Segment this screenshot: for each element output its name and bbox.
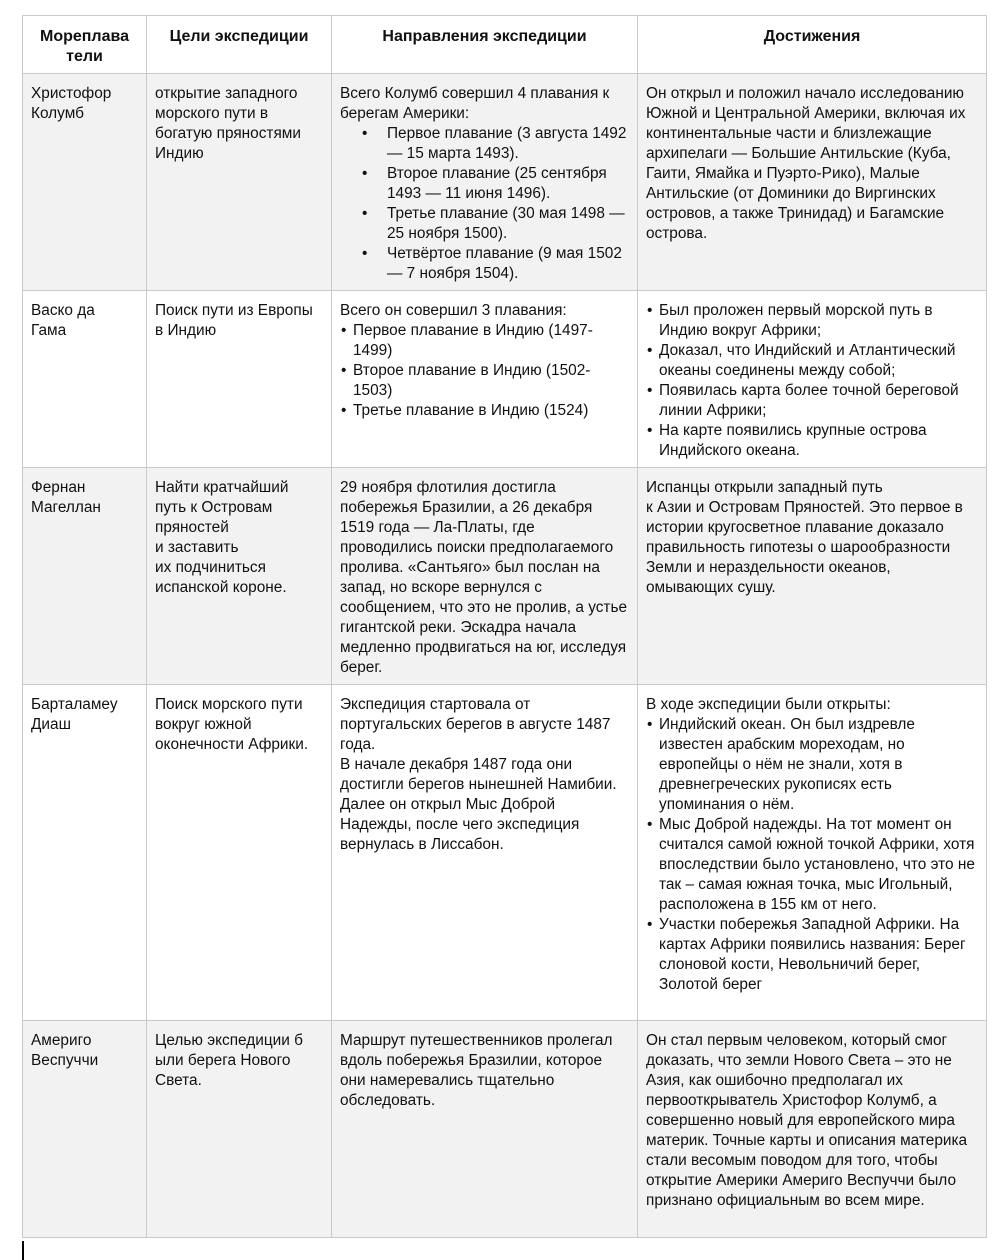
header-navigator-text: Мореплава тели: [39, 28, 130, 65]
achievements-text: Он открыл и положил начало исследованию Южной и Центральной Америки, включая их континентальные части и близлежащие архипелаги — Большие Антильские (Куба, Гаити, Ямайка и Пуэрто-Рико), Малые Антильские (от Доминики до Виргинских островов, а также Тринидад) и Багамские острова.: [646, 85, 966, 242]
directions-text: 29 ноября флотилия достигла побережья Бразилии, а 26 декабря 1519 года — Ла-Платы, где проводились поиски предполагаемого пролива. «Сантьяго» был послан на запад, но вскоре вернулся с сообщением, что это не пролив, а устье гигантской реки. Эскадра начала медленно продвигаться на юг, исследуя берег.: [340, 479, 628, 676]
cell-goal: [147, 74, 332, 291]
achievements-list: [646, 301, 978, 461]
table-row: [23, 291, 987, 468]
list-item: • Был проложен первый морской путь в Индию вокруг Африки;: [646, 301, 978, 341]
table-row: [23, 1021, 987, 1238]
cell-achievements: [638, 74, 987, 291]
directions-text: Экспедиция стартовала от португальских берегов в августе 1487 года. В начале декабря 1487 года они достигли берегов нынешней Намибии. Далее он открыл Мыс Доброй Надежды, после чего экспедиция вернулась в Лиссабон.: [340, 696, 617, 853]
navigator-name: Фернан Магеллан: [31, 479, 101, 516]
list-item: • Индийский океан. Он был издревле известен арабским мореходам, но европейцы о нём не знали, хотя в древнегреческих рукописях есть упоминания о нём.: [646, 715, 978, 815]
cell-directions: [332, 1021, 638, 1238]
cell-achievements: [638, 685, 987, 1021]
list-item: • Мыс Доброй надежды. На тот момент он считался самой южной точкой Африки, хотя впоследствии было установлено, что это не так – самая южная точка, мыс Игольный, расположена в 155 км от него.: [646, 815, 978, 915]
list-item: • Доказал, что Индийский и Атлантический океаны соединены между собой;: [646, 341, 978, 381]
list-item: • Участки побережья Западной Африки. На картах Африки появились названия: Берег слоновой кости, Невольничий берег, Золотой берег: [646, 915, 978, 995]
cell-directions: [332, 291, 638, 468]
directions-intro: Всего Колумб совершил 4 плавания к берегам Америки:: [340, 85, 610, 122]
cell-navigator: [23, 74, 147, 291]
cell-goal: [147, 468, 332, 685]
navigator-name: Америго Веспуччи: [31, 1032, 99, 1069]
table-row: [23, 468, 987, 685]
cell-goal: [147, 1021, 332, 1238]
list-item: • На карте появились крупные острова Индийского океана.: [646, 421, 978, 461]
cell-directions: [332, 74, 638, 291]
list-item: • Второе плавание (25 сентября 1493 — 11 июня 1496).: [340, 164, 629, 204]
cell-navigator: [23, 685, 147, 1021]
achievements-list: [646, 715, 978, 995]
cell-goal: [147, 685, 332, 1021]
navigator-name: Васко да Гама: [31, 302, 95, 339]
achievements-text: Испанцы открыли западный путь к Азии и Островам Пряностей. Это первое в истории кругосветное плавание доказало правильность гипотезы о шарообразности Земли и нераздельности океанов, омывающих сушу.: [646, 479, 963, 596]
cell-directions: [332, 685, 638, 1021]
text-cursor: [22, 1241, 24, 1260]
goal-text: Поиск пути из Европы в Индию: [155, 302, 313, 339]
cell-navigator: [23, 1021, 147, 1238]
goal-text: открытие западного морского пути в богатую пряностями Индию: [155, 85, 301, 162]
header-achievements: Достижения: [638, 16, 987, 74]
table-row: [23, 685, 987, 1021]
goal-text: Целью экспедиции б ыли берега Нового Света.: [155, 1032, 303, 1089]
table-row: [23, 74, 987, 291]
cell-achievements: [638, 468, 987, 685]
navigator-name: Барталамеу Диаш: [31, 696, 118, 733]
cell-navigator: [23, 291, 147, 468]
cell-directions: [332, 468, 638, 685]
achievements-text: Он стал первым человеком, который смог доказать, что земли Нового Света – это не Азия, как ошибочно предполагал их первооткрыватель Христофор Колумб, а совершенно новый для европейского мира материк. Точные карты и описания материка стали весомым поводом для того, чтобы открытие Америки Америго Веспуччи было признано официальным во всем мире.: [646, 1032, 968, 1209]
list-item: • Четвёртое плавание (9 мая 1502 — 7 ноября 1504).: [340, 244, 629, 284]
directions-list: [340, 321, 629, 421]
explorers-table: [22, 15, 987, 1238]
list-item: • Первое плавание (3 августа 1492 — 15 марта 1493).: [340, 124, 629, 164]
list-item: • Третье плавание (30 мая 1498 — 25 ноября 1500).: [340, 204, 629, 244]
list-item: • Первое плавание в Индию (1497-1499): [340, 321, 629, 361]
list-item: • Третье плавание в Индию (1524): [340, 401, 629, 421]
header-directions: Направления экспедиции: [332, 16, 638, 74]
achievements-intro: В ходе экспедиции были открыты:: [646, 696, 891, 713]
directions-intro: Всего он совершил 3 плавания:: [340, 302, 567, 319]
cell-goal: [147, 291, 332, 468]
header-row: [23, 16, 987, 74]
cell-achievements: [638, 291, 987, 468]
list-item: • Второе плавание в Индию (1502-1503): [340, 361, 629, 401]
cell-navigator: [23, 468, 147, 685]
goal-text: Поиск морского пути вокруг южной оконечности Африки.: [155, 696, 309, 753]
header-goals: Цели экспедиции: [147, 16, 332, 74]
header-navigator: [23, 16, 147, 74]
directions-text: Маршрут путешественников пролегал вдоль побережья Бразилии, которое они намеревались тщательно обследовать.: [340, 1032, 613, 1109]
goal-text: Найти кратчайший путь к Островам пряностей и заставить их подчиниться испанской короне.: [155, 479, 289, 596]
navigator-name: Христофор Колумб: [31, 85, 112, 122]
cell-achievements: [638, 1021, 987, 1238]
directions-list: [340, 124, 629, 284]
list-item: • Появилась карта более точной береговой линии Африки;: [646, 381, 978, 421]
